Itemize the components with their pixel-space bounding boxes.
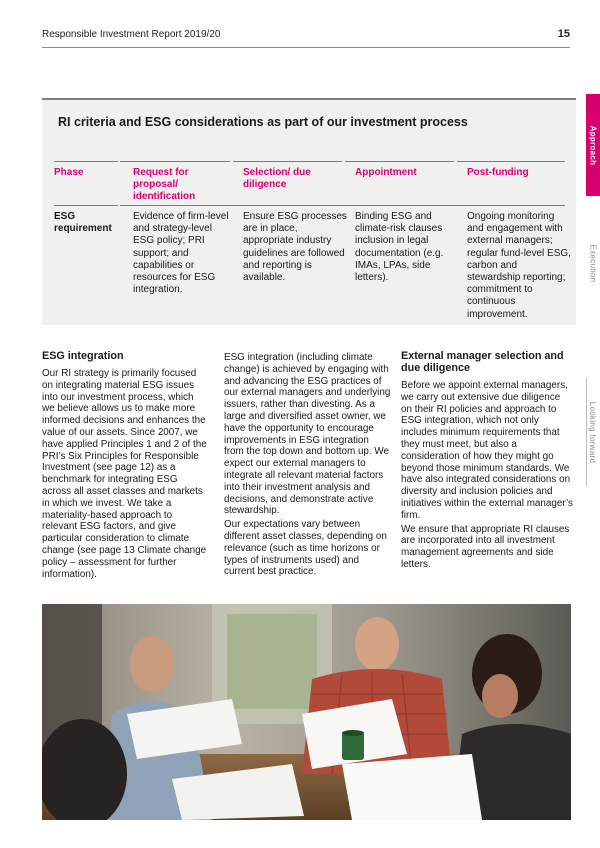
section-tab-looking-forward[interactable] [586,378,600,486]
esg-integration-text: Our RI strategy is primarily focused on integrating material ESG issues into our investment process, which we believe allows us to make more informed decisions and enhances the value of our assets. Since 2007, we have applied Principles 1 and 2 of the PRI’s Six Principles for Responsible Investment (see page 12) as a benchmark for integrating ESG across all asset classes and markets in which we invest. We take a materiality-based approach to relevant ESG factors, and give particular consideration to climate change (see page 13 Climate change policy – assessment for further information). [42,368,207,580]
request-col-rule [120,161,230,162]
cell-selection: Ensure ESG processes are in place, appropriate industry guidelines are followed and reporting is available. [243,211,347,284]
cell-appointment: Binding ESG and climate-risk clauses inclusion in legal documentation (e.g. IMAs, LPAs, side letters). [355,211,444,284]
cell-request: Evidence of firm-level and strategy-level ESG policy; PRI support; and capabilities or resources for ESG integration. [133,211,229,296]
ri-clauses-text: We ensure that appropriate RI clauses are incorporated into all investment management agreements and side letters. [401,523,570,570]
manager-selection-heading: External manager selection and due diligence [401,350,564,374]
meeting-photo [42,604,571,820]
expectations-text: Our expectations vary between different asset classes, depending on relevance (such as time horizons or types of instruments used) and current best practice. [224,519,387,578]
phase-col-rule [54,161,118,162]
section-tab-looking-forward-label: Looking forward [588,401,598,463]
ri-criteria-panel [42,98,576,325]
row-label-esg-requirement: ESG requirement [54,211,112,234]
section-tab-execution-label: Execution [588,244,598,282]
esg-integration-continued-text: ESG integration (including climate change) is achieved by engaging with and advancing the ESG practices of our external managers and underlying issuers, rather than divesting. As a large and diversified asset owner, we have the opportunity to encourage improvements in ESG integration from the top down and bottom up. We expect our external managers to integrate all relevant material factors into their investment analysis and decisions, and demonstrate active stewardship. [224,352,391,517]
section-tab-execution[interactable] [586,215,600,311]
esg-integration-continued-column [224,352,391,578]
body-rule [120,205,565,206]
cell-post-funding: Ongoing monitoring and engagement with external managers; regular fund-level ESG, carbon and stewardship reporting; commitment to continuous improvement. [467,211,571,320]
section-tab-approach[interactable] [586,94,600,196]
esg-integration-heading: ESG integration [42,350,124,362]
header-divider [42,47,570,48]
post-funding-col-rule [457,161,565,162]
appointment-col-rule [345,161,454,162]
col-header-post-funding: Post-funding [467,167,529,178]
col-header-request: Request for proposal/ identification [133,167,196,202]
panel-title: RI criteria and ESG considerations as part of our investment process [58,115,468,129]
col-header-appointment: Appointment [355,167,417,178]
esg-integration-column [42,350,207,580]
meeting-illustration [42,604,571,820]
col-header-phase: Phase [54,167,84,178]
manager-selection-text: Before we appoint external managers, we carry out extensive due diligence on their RI policies and approach to ESG integration, which not only includes minimum requirements that they must meet, but also a consideration of how they might go beyond those minimum standards. We have also integrated considerations on diversity and inclusion policies and initiatives within the external manager’s firm. [401,380,573,521]
section-tab-approach-label: Approach [588,125,598,165]
phase-body-rule [54,205,118,206]
manager-selection-column [401,350,573,571]
report-title: Responsible Investment Report 2019/20 [42,29,221,40]
page-number: 15 [557,28,570,40]
col-header-selection: Selection/ due diligence [243,167,311,190]
selection-col-rule [233,161,342,162]
